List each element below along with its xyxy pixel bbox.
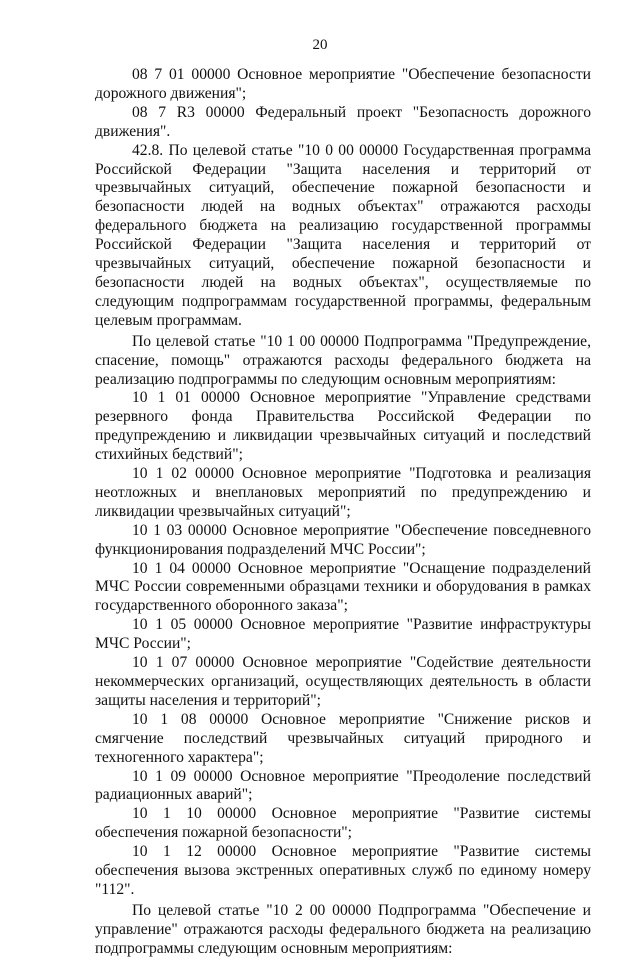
paragraph-42-8-state-program: 42.8. По целевой статье "10 0 00 00000 Государственная программа Российской Федерации "Защита населения и территорий от чрезвычайных ситуаций, обеспечение пожарной безопасности и безопасности людей на водных объектах" отражаются расходы федерального бюджета на реализацию государственной программы Российской Федерации "Защита населения и территорий от чрезвычайных ситуаций, обеспечение пожарной безопасности и безопасности людей на водных объектах", осуществляемые по следующим подпрограммам государственной программы, федеральным целевым программам. [95, 141, 591, 329]
paragraph-measure-10-1-05: 10 1 05 00000 Основное мероприятие "Развитие инфраструктуры МЧС России"; [95, 616, 591, 653]
paragraph-measure-10-1-07: 10 1 07 00000 Основное мероприятие "Содействие деятельности некоммерческих организаций, осуществляющих деятельность в области защиты населения и территорий"; [95, 654, 591, 709]
paragraph-road-safety-measure: 08 7 01 00000 Основное мероприятие "Обеспечение безопасности дорожного движения"; [95, 66, 591, 102]
paragraph-measure-10-1-04: 10 1 04 00000 Основное мероприятие "Оснащение подразделений МЧС России современными образцами техники и оборудования в рамках государственного оборонного заказа"; [95, 559, 591, 615]
paragraph-measure-10-1-09: 10 1 09 00000 Основное мероприятие "Преодоление последствий радиационных аварий"; [95, 767, 591, 804]
page-number: 20 [312, 37, 328, 53]
paragraph-road-safety-project: 08 7 R3 00000 Федеральный проект "Безопасность дорожного движения". [95, 103, 591, 140]
paragraph-measure-10-1-12: 10 1 12 00000 Основное мероприятие "Развитие системы обеспечения вызова экстренных оперативных служб по единому номеру "112". [95, 843, 591, 898]
paragraph-subprogram-prevention: По целевой статье "10 1 00 00000 Подпрограмма "Предупреждение, спасение, помощь" отражаются расходы федерального бюджета на реализацию подпрограммы по следующим основным мероприятиям: [95, 332, 591, 388]
paragraph-measure-10-1-08: 10 1 08 00000 Основное мероприятие "Снижение рисков и смягчение последствий чрезвычайных ситуаций природного и техногенного характера"; [95, 710, 591, 766]
paragraph-measure-10-1-03: 10 1 03 00000 Основное мероприятие "Обеспечение повседневного функционирования подразделений МЧС России"; [95, 521, 591, 558]
paragraph-subprogram-management: По целевой статье "10 2 00 00000 Подпрограмма "Обеспечение и управление" отражаются расходы федерального бюджета на реализацию подпрограммы следующим основным мероприятиям: [95, 901, 591, 957]
paragraph-measure-10-1-01: 10 1 01 00000 Основное мероприятие "Управление средствами резервного фонда Правительства Российской Федерации по предупреждению и ликвидации чрезвычайных ситуаций и последствий стихийных бедствий"; [95, 389, 591, 464]
document-body [95, 66, 591, 959]
paragraph-measure-10-1-02: 10 1 02 00000 Основное мероприятие "Подготовка и реализация неотложных и внеплановых мероприятий по предупреждению и ликвидации чрезвычайных ситуаций"; [95, 465, 591, 520]
paragraph-measure-10-1-10: 10 1 10 00000 Основное мероприятие "Развитие системы обеспечения пожарной безопасности"; [95, 805, 591, 842]
